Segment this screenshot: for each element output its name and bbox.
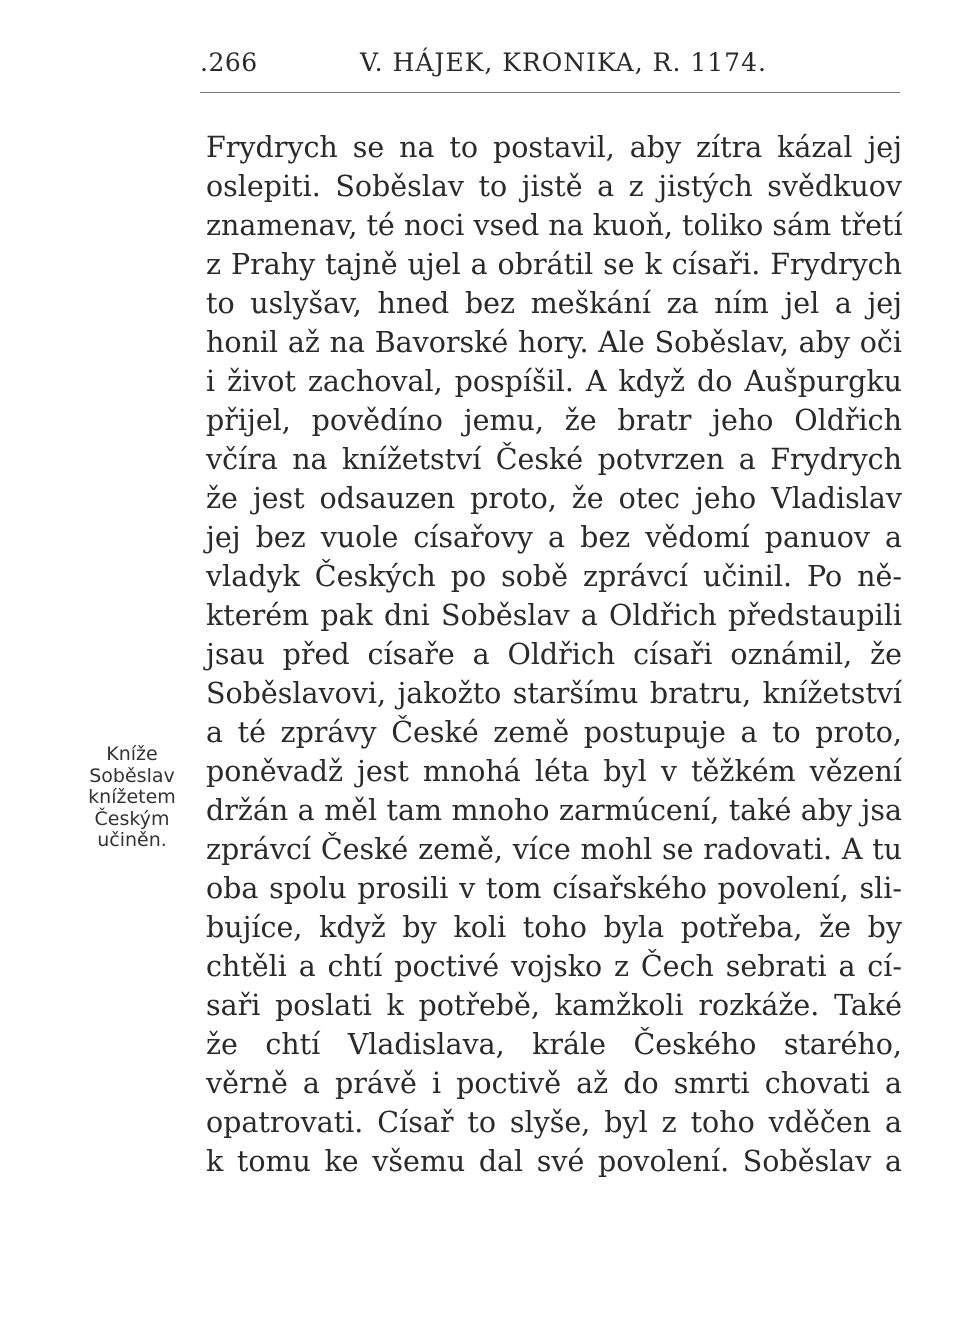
- text-line: že jest odsauzen proto, že otec jeho Vladislav: [206, 482, 902, 515]
- text-line: a té zprávy České země postupuje a to proto,: [206, 716, 902, 749]
- text-line: oba spolu prosili v tom císařského povolení, sli-: [206, 872, 902, 905]
- text-line: k tomu ke všemu dal své povolení. Soběslav a: [206, 1145, 902, 1178]
- text-line: Frydrych se na to postavil, aby zítra kázal jej: [206, 131, 902, 164]
- text-line: oslepiti. Soběslav to jistě a z jistých svědkuov: [206, 170, 902, 203]
- text-line: saři poslati k potřebě, kamžkoli rozkáže. Také: [206, 989, 902, 1022]
- text-line: včíra na knížetství České potvrzen a Frydrych: [206, 443, 902, 476]
- text-line: jsau před císaře a Oldřich císaři oznámil, že: [206, 638, 902, 671]
- text-line: zprávcí České země, více mohl se radovati. A tu: [206, 833, 902, 866]
- text-line: z Prahy tajně ujel a obrátil se k císaři. Frydrych: [206, 248, 902, 281]
- text-line: přijel, povědíno jemu, že bratr jeho Oldřich: [206, 404, 902, 437]
- text-line: věrně a právě i poctivě až do smrti chovati a: [206, 1067, 902, 1100]
- text-line: znamenav, té noci vsed na kuoň, toliko sám třetí: [206, 209, 903, 242]
- text-line: kterém pak dni Soběslav a Oldřich předstaupili: [206, 599, 902, 632]
- margin-note-line: knížetem: [88, 786, 176, 808]
- text-line: bujíce, když by koli toho byla potřeba, že by: [206, 911, 902, 944]
- page-header: [200, 44, 900, 94]
- margin-note-line: Soběslav: [89, 764, 175, 787]
- header-rule: [200, 92, 900, 93]
- margin-note-line: učiněn.: [97, 829, 167, 851]
- text-line: Soběslavovi, jakožto staršímu bratru, knížetství: [206, 677, 902, 710]
- text-line: poněvadž jest mnohá léta byl v těžkém vězení: [206, 755, 902, 788]
- margin-note-line: Kníže: [106, 743, 158, 765]
- text-line: vladyk Českých po sobě zprávcí učinil. Po ně-: [206, 560, 902, 593]
- running-title: V. HÁJEK, KRONIKA, R. 1174.: [360, 48, 767, 77]
- margin-note: [72, 744, 192, 852]
- margin-note-line: Českým: [94, 807, 170, 830]
- text-line: chtěli a chtí poctivé vojsko z Čech sebrati a cí-: [206, 950, 902, 983]
- text-line: držán a měl tam mnoho zarmúcení, také aby jsa: [206, 794, 902, 827]
- body-text: [206, 128, 902, 1181]
- text-line: jej bez vuole císařovy a bez vědomí panuov a: [206, 521, 902, 554]
- text-line: honil až na Bavorské hory. Ale Soběslav, aby oči: [206, 326, 902, 359]
- text-line: že chtí Vladislava, krále Českého starého,: [206, 1028, 902, 1061]
- page-number: .266: [200, 48, 258, 77]
- text-line: opatrovati. Císař to slyše, byl z toho vděčen a: [206, 1106, 902, 1139]
- text-line: i život zachoval, pospíšil. A když do Aušpurgku: [206, 365, 902, 398]
- text-line: to uslyšav, hned bez meškání za ním jel a jej: [206, 287, 902, 320]
